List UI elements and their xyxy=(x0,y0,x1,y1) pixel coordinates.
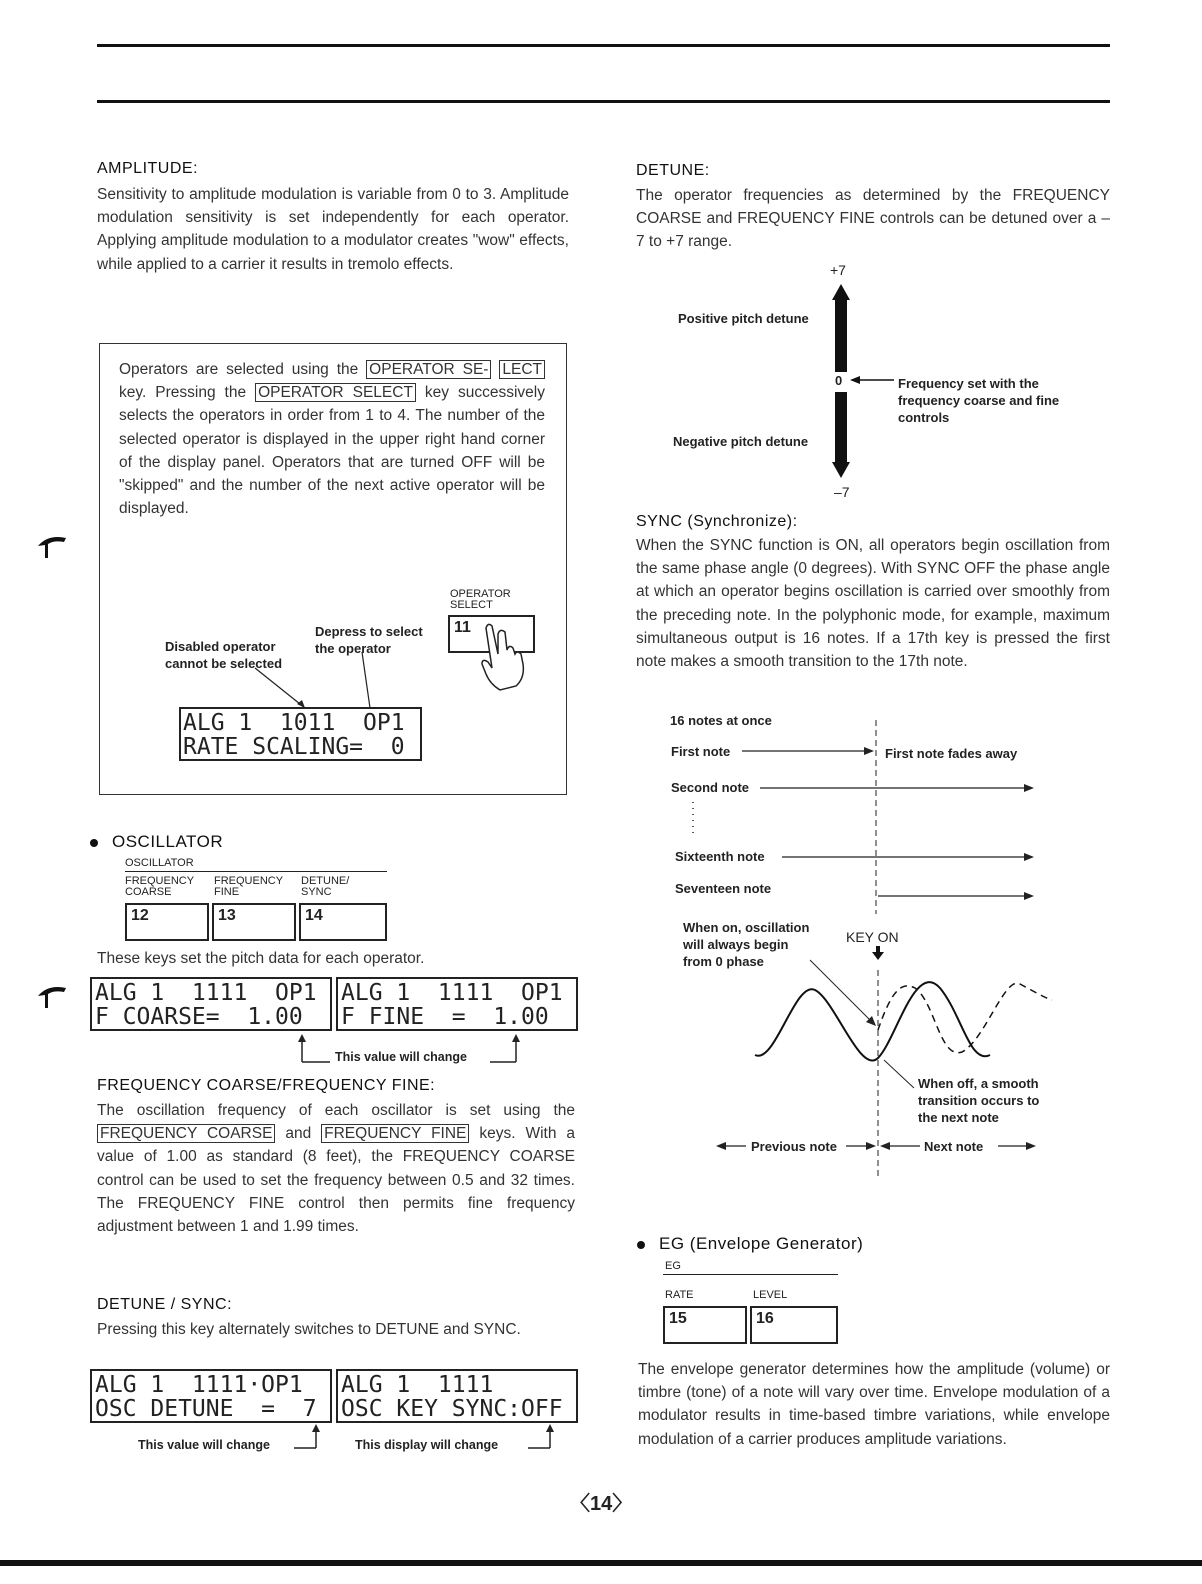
frequency-text: The oscillation frequency of each oscillator is set using the FREQUENCY COARSE and FREQUENCY FINE keys. With a value of 1.00 as standard (8 feet), the FREQUENCY COARSE control can be used to set the frequency between 0.5 and 32 times. The FREQUENCY FINE control then permits fine frequency adjustment between 1 and 1.99 times. xyxy=(97,1102,575,1236)
oscillator-heading: OSCILLATOR xyxy=(90,832,223,852)
first-note-label: First note xyxy=(671,744,731,759)
detune-change-arrow xyxy=(290,1424,320,1454)
frequency-coarse-key[interactable]: 12 xyxy=(125,903,209,941)
operator-select-label: OPERATOR SELECT xyxy=(450,588,511,611)
minus7-label: –7 xyxy=(834,484,850,500)
col-detune-sync: DETUNE/ SYNC xyxy=(301,875,350,898)
notes16-label: 16 notes at once xyxy=(670,713,772,728)
detune-text: The operator frequencies as determined by the FREQUENCY COARSE and FREQUENCY FINE controls can be detuned over a –7 to +7 range. xyxy=(636,187,1110,251)
lcd-display-keysync: ALG 1 1111 OSC KEY SYNC:OFF xyxy=(336,1369,578,1423)
first-fades-label: First note fades away xyxy=(885,746,1018,761)
eg-text: The envelope generator determines how the amplitude (volume) or timbre (tone) of a note will vary over time. Envelope modulation of a modulator results in time-based timbre variations, while envelope modulation of a carrier produces amplitude variations. xyxy=(638,1361,1110,1448)
next-note-label: Next note xyxy=(924,1139,984,1154)
keysync-change-label: This display will change xyxy=(355,1438,499,1452)
disabled-label: Disabled operator cannot be selected xyxy=(165,639,283,671)
oscillator-group-rule xyxy=(125,871,387,872)
when-on-label: When on, oscillation will always begin from 0 phase xyxy=(683,920,810,969)
bullet-icon xyxy=(90,839,98,847)
callout-lines xyxy=(250,644,400,714)
when-off-label: When off, a smooth transition occurs to the next note xyxy=(918,1076,1040,1125)
detune-sync-text: Pressing this key alternately switches to DETUNE and SYNC. xyxy=(97,1321,521,1338)
key-on-label: KEY ON xyxy=(846,929,899,945)
detune-change-label: This value will change xyxy=(138,1438,270,1452)
notes-timeline-diagram xyxy=(660,718,1060,918)
value-change-label: This value will change xyxy=(335,1050,467,1064)
page-number: 〈14〉 xyxy=(570,1493,633,1515)
oscillator-caption: These keys set the pitch data for each operator. xyxy=(97,950,425,967)
depress-label: Depress to select the operator xyxy=(315,624,423,656)
lcd-display-rate-scaling: ALG 1 1011 OP1 RATE SCALING= 0 xyxy=(179,707,422,761)
operator-select-key-ref: OPERATOR SELECT xyxy=(255,383,416,402)
lcd-display-fine: ALG 1 1111 OP1 F FINE = 1.00 xyxy=(336,977,578,1031)
second-note-label: Second note xyxy=(671,780,750,795)
oscillator-group-label: OSCILLATOR xyxy=(125,857,194,869)
negative-detune-label: Negative pitch detune xyxy=(673,434,809,449)
amplitude-heading: AMPLITUDE: xyxy=(97,160,199,177)
top-rule-1 xyxy=(97,44,1110,47)
detune-heading: DETUNE: xyxy=(636,162,710,179)
sync-heading: SYNC (Synchronize): xyxy=(636,513,798,530)
detune-arrow-diagram xyxy=(820,280,900,480)
frequency-heading: FREQUENCY COARSE/FREQUENCY FINE: xyxy=(97,1077,436,1094)
plus7-label: +7 xyxy=(830,262,846,278)
margin-mark-icon xyxy=(36,982,68,1010)
sixteenth-note-label: Sixteenth note xyxy=(675,849,765,864)
operator-select-key[interactable]: 11 xyxy=(448,615,535,653)
waveform-diagram xyxy=(700,940,1080,1180)
keysync-change-arrow xyxy=(524,1424,554,1454)
eg-group-label: EG xyxy=(665,1260,681,1272)
eg-group-rule xyxy=(663,1274,838,1275)
bottom-rule xyxy=(0,1560,1202,1566)
col-frequency-fine: FREQUENCY FINE xyxy=(214,875,284,898)
lcd-display-coarse: ALG 1 1111 OP1 F COARSE= 1.00 xyxy=(90,977,332,1031)
positive-detune-label: Positive pitch detune xyxy=(678,311,809,326)
seventeen-note-label: Seventeen note xyxy=(675,881,772,896)
top-rule-2 xyxy=(97,100,1110,103)
operator-select-box xyxy=(99,343,567,795)
frequency-fine-key-ref: FREQUENCY FINE xyxy=(321,1124,469,1143)
pressing-hand-icon xyxy=(478,620,540,692)
eg-rate-label: RATE xyxy=(665,1289,694,1301)
margin-mark-icon xyxy=(36,532,68,560)
zero-label: 0 xyxy=(835,373,843,388)
detune-sync-key[interactable]: 14 xyxy=(299,903,387,941)
operator-select-key-ref: LECT xyxy=(499,360,545,379)
eg-level-label: LEVEL xyxy=(753,1289,788,1301)
operator-select-key-ref: OPERATOR SE- xyxy=(366,360,491,379)
frequency-fine-key[interactable]: 13 xyxy=(212,903,296,941)
amplitude-text: Sensitivity to amplitude modulation is variable from 0 to 3. Amplitude modulation sensitivity is set independently for each operator. Applying amplitude modulation to a modulator creates "wow" effects, while applied to a carrier it results in tremolo effects. xyxy=(97,186,569,273)
frequency-set-label: Frequency set with the frequency coarse and fine controls xyxy=(898,376,1060,425)
previous-note-label: Previous note xyxy=(751,1139,837,1154)
col-frequency-coarse: FREQUENCY COARSE xyxy=(125,875,195,898)
eg-heading: EG (Envelope Generator) xyxy=(637,1234,863,1254)
detune-sync-heading: DETUNE / SYNC: xyxy=(97,1296,233,1313)
bullet-icon xyxy=(637,1241,645,1249)
eg-level-key[interactable]: 16 xyxy=(750,1306,838,1344)
sync-text: When the SYNC function is ON, all operators begin oscillation from the same phase angle (0 degrees). With SYNC OFF the phase angle at which an operator begins oscillation is carried over smoothly from the preceding note. In the polyphonic mode, for example, maximum simultaneous output is 16 notes. If a 17th key is pressed the first note makes a smooth transition to the 17th note. xyxy=(636,537,1110,671)
operator-select-text: Operators are selected using the OPERATOR SE- LECT key. Pressing the OPERATOR SELECT key successively selects the operators in order from 1 to 4. The number of the selected operator is displayed in the upper right hand corner of the display panel. Operators that are turned OFF will be "skipped" and the number of the next active operator will be displayed. xyxy=(119,361,545,518)
eg-rate-key[interactable]: 15 xyxy=(663,1306,747,1344)
frequency-coarse-key-ref: FREQUENCY COARSE xyxy=(97,1124,275,1143)
lcd-display-detune: ALG 1 1111·OP1 OSC DETUNE = 7 xyxy=(90,1369,332,1423)
